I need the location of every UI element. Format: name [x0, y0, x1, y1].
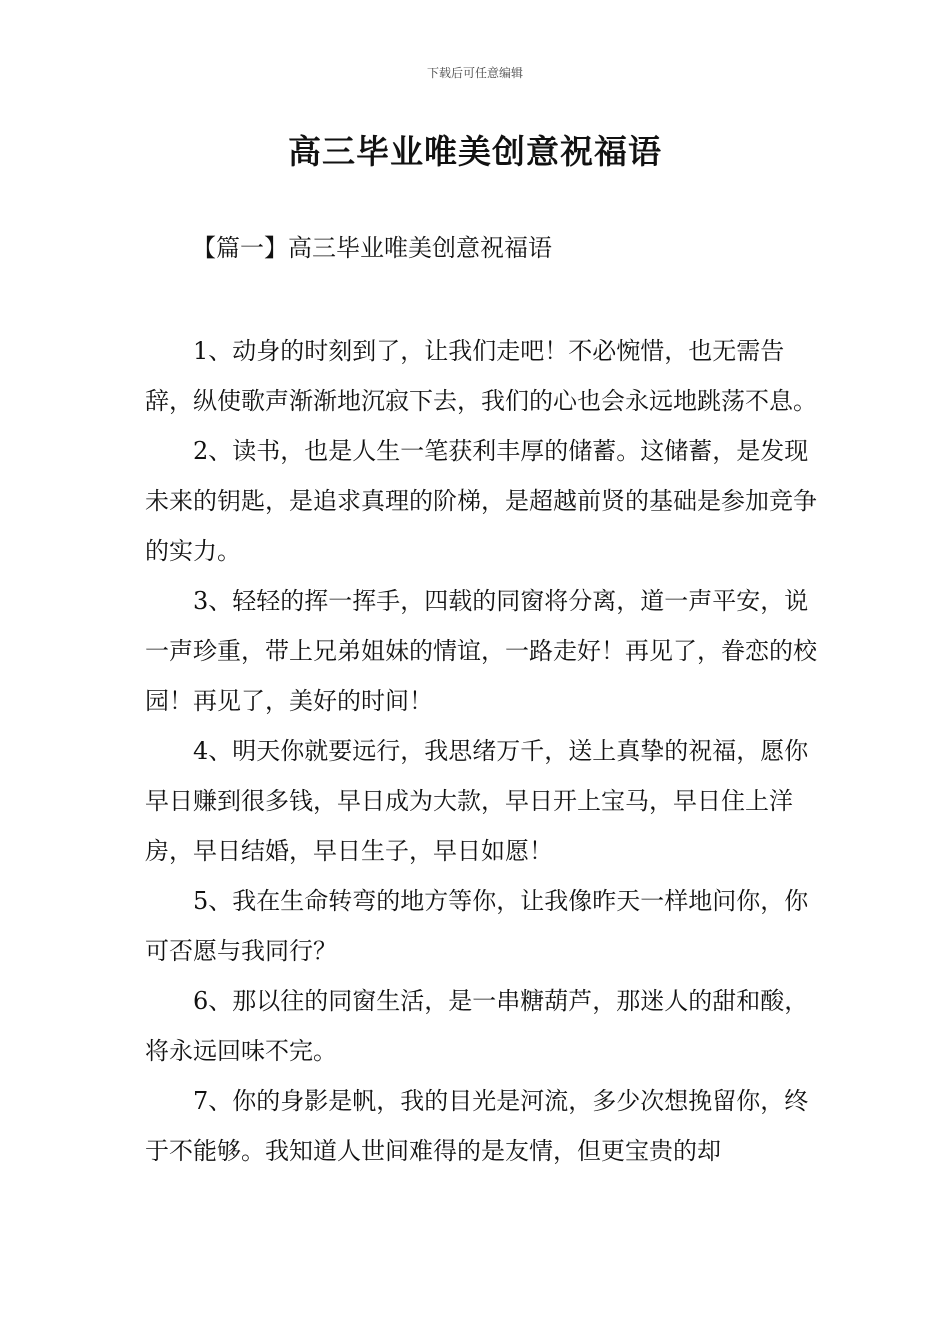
document-title: 高三毕业唯美创意祝福语 [288, 132, 662, 171]
paragraph-5: 5、我在生命转弯的地方等你，让我像昨天一样地问你，你可否愿与我同行？ [145, 887, 809, 965]
paragraph-4: 4、明天你就要远行，我思绪万千，送上真挚的祝福，愿你早日赚到很多钱，早日成为大款，早日开上宝马，早日住上洋房，早日结婚，早日生子，早日如愿！ [145, 737, 809, 865]
header-note: 下载后可任意编辑 [426, 66, 523, 80]
paragraph-3: 3、轻轻的挥一挥手，四载的同窗将分离，道一声平安，说一声珍重，带上兄弟姐妹的情谊，一路走好！再见了，眷恋的校园！再见了，美好的时间！ [145, 587, 817, 715]
paragraph-2: 2、读书，也是人生一笔获利丰厚的储蓄。这储蓄，是发现未来的钥匙，是追求真理的阶梯，是超越前贤的基础是参加竞争的实力。 [145, 437, 817, 565]
section-heading: 【篇一】高三毕业唯美创意祝福语 [192, 234, 552, 262]
paragraph-1: 1、动身的时刻到了，让我们走吧！不必惋惜，也无需告辞，纵使歌声渐渐地沉寂下去，我们的心也会永远地跳荡不息。 [145, 337, 817, 415]
paragraph-7: 7、你的身影是帆，我的目光是河流，多少次想挽留你，终于不能够。我知道人世间难得的是友情，但更宝贵的却 [145, 1087, 809, 1165]
paragraph-6: 6、那以往的同窗生活，是一串糖葫芦，那迷人的甜和酸，将永远回味不完。 [145, 987, 809, 1065]
body-text [145, 326, 825, 1176]
